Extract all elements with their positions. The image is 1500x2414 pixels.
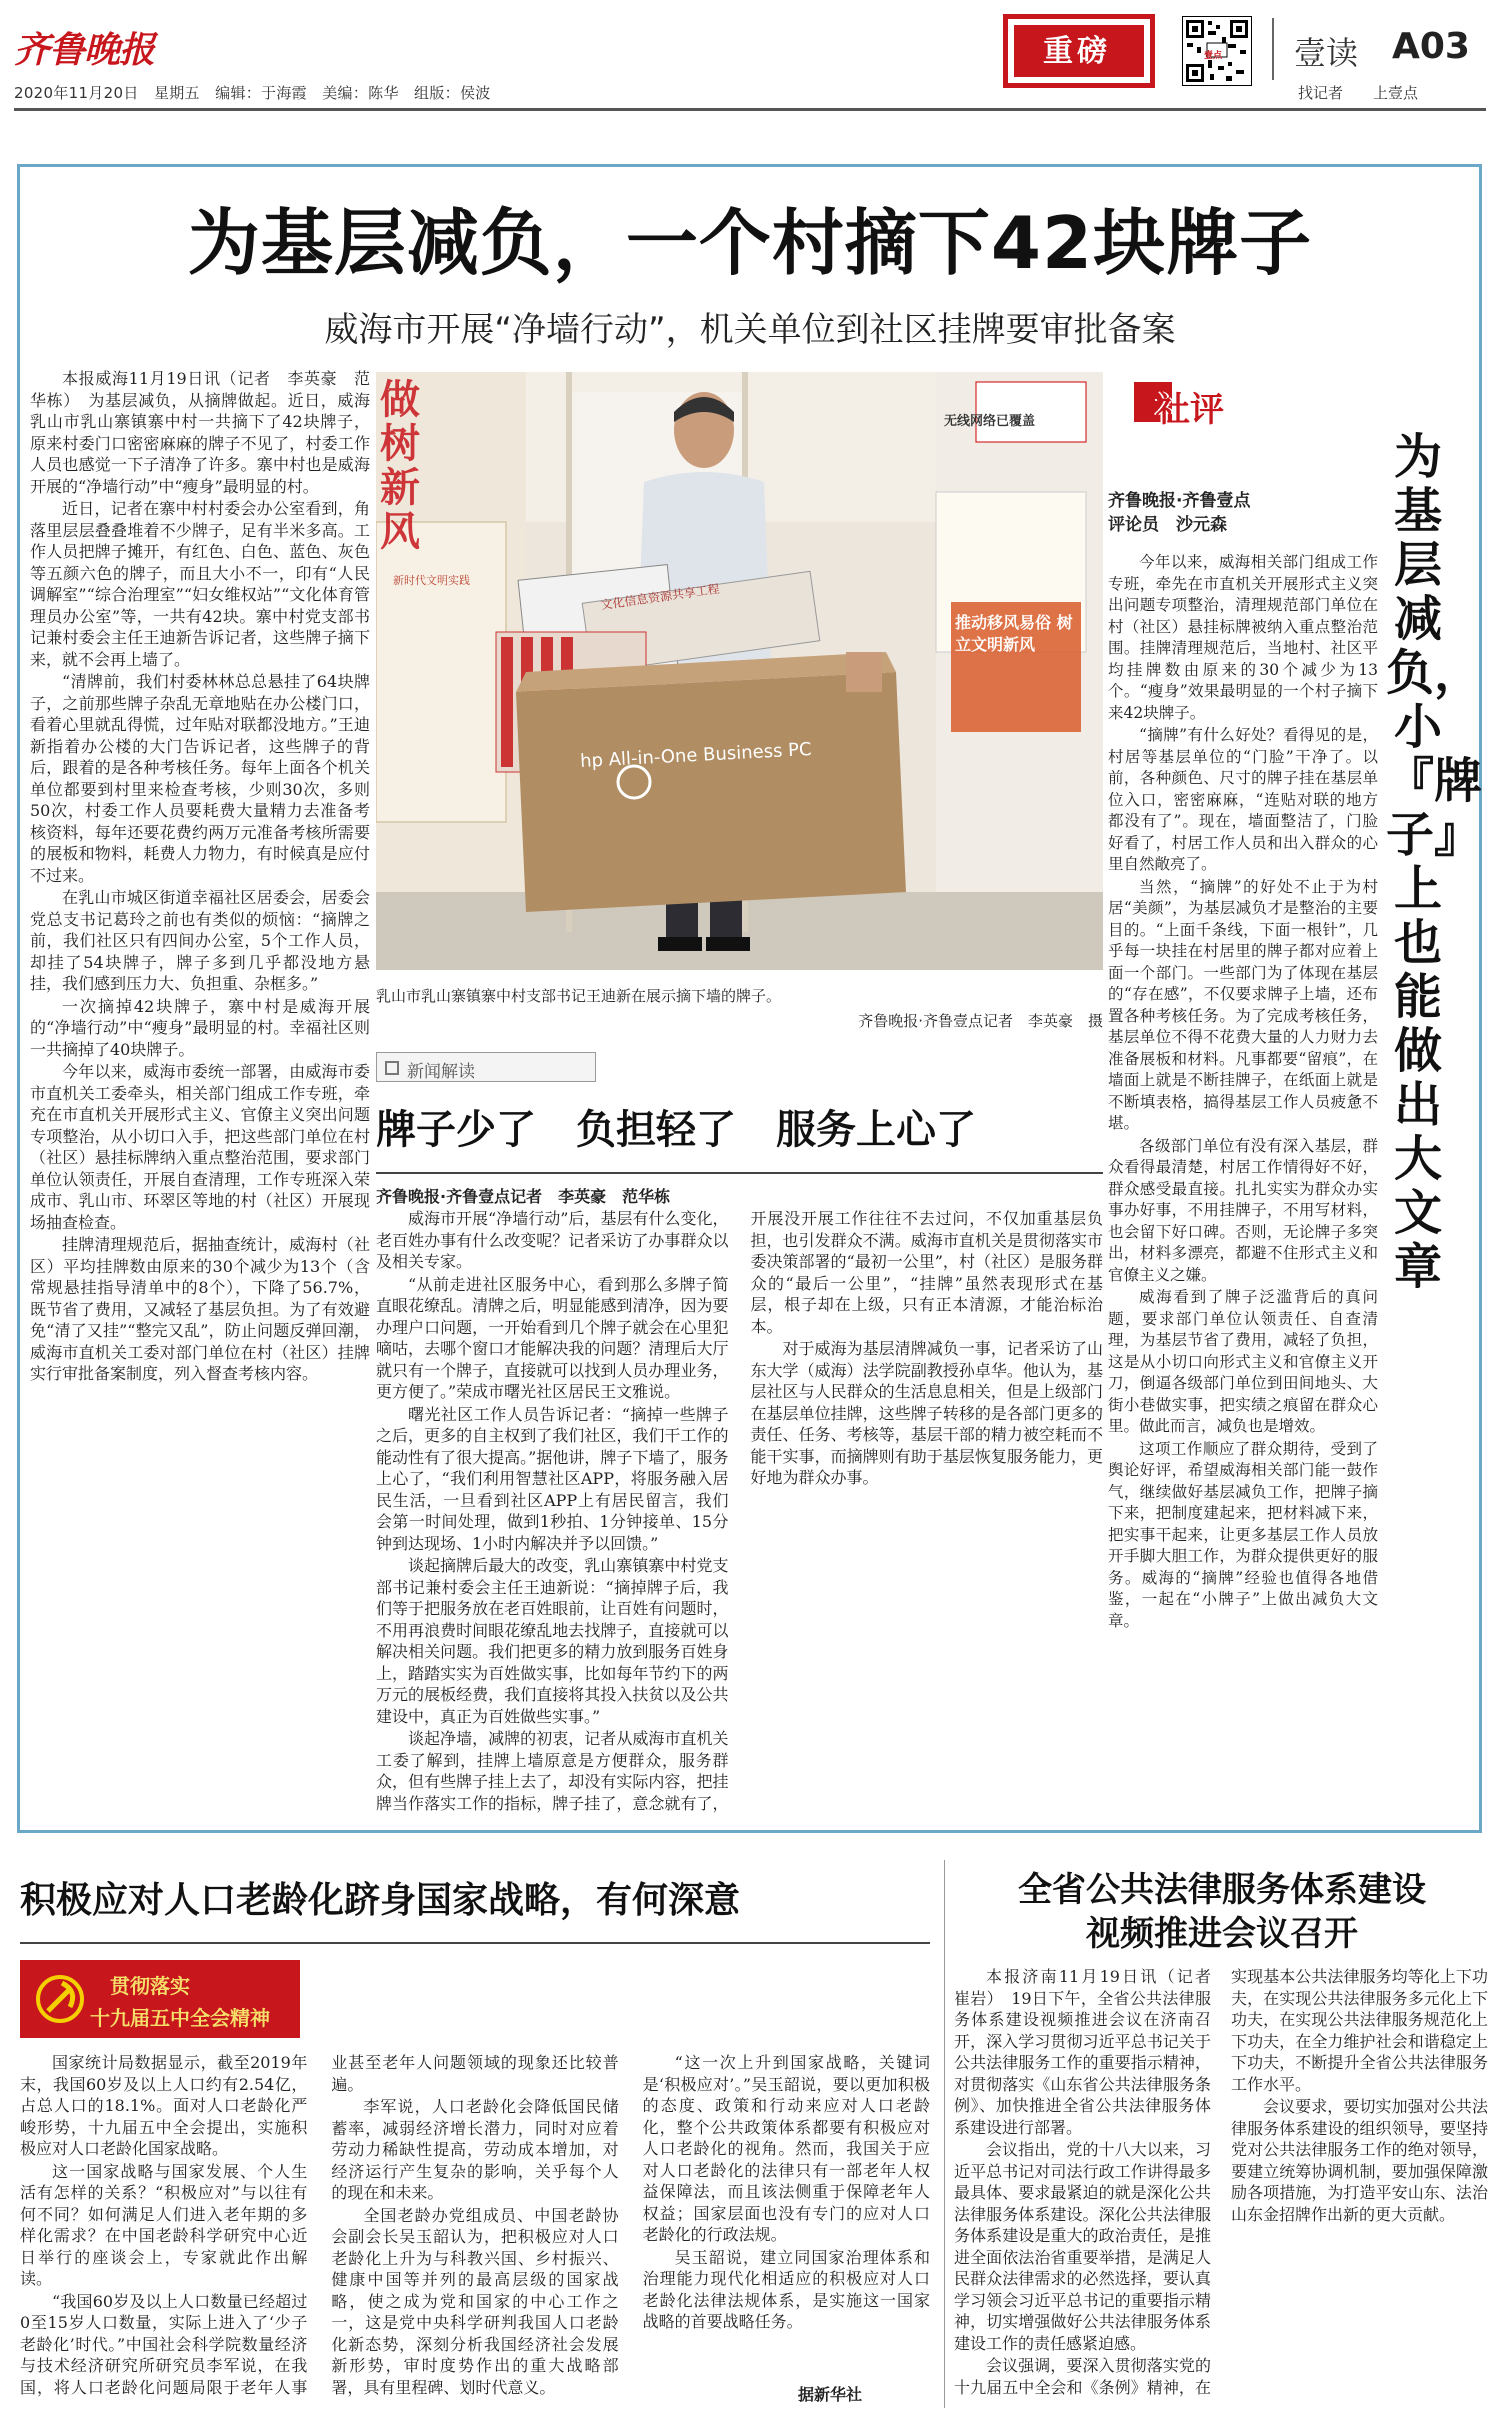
interpretation-columns — [376, 1208, 1103, 1828]
section-name: 壹读 — [1294, 34, 1359, 72]
banner-label: 重磅 — [1043, 34, 1111, 69]
aging-credit: 据新华社 — [790, 2382, 862, 2405]
party-emblem-icon — [32, 1971, 88, 2027]
lead-column — [30, 368, 370, 1828]
photo-caption: 乳山市乳山寨镇寨中村支部书记王迪新在展示摘下墙的牌子。 — [376, 987, 782, 1005]
lead-paragraph: 本报威海11月19日讯（记者 李英豪 范华栋） 为基层减负，从摘牌做起。近日，威海乳山市乳山寨镇寨中村一共摘下了42块牌子，原来村委门口密密麻麻的牌子不见了，村委工作人员也感觉一下子清净了许多。寨中村也是威海开展的“净墙行动”中“瘦身”最明显的村。 — [30, 369, 370, 496]
news-photo — [376, 372, 1103, 970]
photo-sign-wifi: 无线网络已覆盖 — [944, 414, 1036, 429]
interpretation-byline: 齐鲁晚报·齐鲁壹点记者 李英豪 范华栋 — [376, 1187, 671, 1206]
subhead-rule — [376, 1172, 1103, 1174]
body-paragraph: 威海市开展“净墙行动”后，基层有什么变化，老百姓办事有什么改变呢？记者采访了办事群众以及相关专家。 — [376, 1209, 729, 1271]
header-rule — [14, 108, 1486, 111]
legal-paragraph: 会议指出，党的十八大以来，习近平总书记对司法行政工作讲得最多最具体、要求最紧迫的就是深化公共法律服务体系建设。深化公共法律服务体系建设是重大的政治责任，是推进全面依法治省重要举措，是满足人民群众法律需求的必然选择，要认真学习领会习近平总书记的重要指示精神，切实增强做好公共法律服务体系建设工作的责任感紧迫感。 — [954, 2140, 1211, 2353]
photo-plaque-text: 文化信息资源共享工程 — [599, 581, 721, 613]
commentary-paragraph: 各级部门单位有没有深入基层，群众看得最清楚，村居工作情得好不好，群众感受最直接。扎扎实实为群众办实事办好事，不用挂牌子，不用写材料，也会留下好口碑。否则，无论牌子多突出，材料多漂亮，都避不住形式主义和官僚主义之嫌。 — [1108, 1136, 1378, 1284]
slogan: 找记者 上壹点 — [1298, 84, 1419, 102]
qr-label: 壹点 — [1204, 51, 1223, 61]
lead-paragraph: 近日，记者在寨中村村委会办公室看到，角落里层层叠叠堆着不少牌子，足有半米多高。工作人员把牌子摊开，有红色、白色、蓝色、灰色等五颜六色的牌子，而且大小不一，印有“人民调解室”“综合治理室”“妇女维权站”“文化体育管理员办公室”等，一共有42块。寨中村党支部书记兼村委会主任王迪新告诉记者，这些牌子摘下来，就不会再上墙了。 — [30, 499, 370, 669]
commentary-column — [1108, 552, 1378, 1822]
commentary-badge-label: 社评 — [1156, 390, 1224, 430]
body-paragraph: “从前走进社区服务中心，看到那么多牌子简直眼花缭乱。清牌之后，明显能感到清净，因为要办理户口问题，一开始看到几个牌子就会在心里犯嘀咕，去哪个窗口才能解决我的问题？清理后大厅就只有一个牌子，直接就可以找到人员办理业务，更方便了。”荣成市曙光社区居民王文雅说。 — [376, 1274, 729, 1401]
interpretation-headline: 牌子少了 负担轻了 服务上心了 — [376, 1107, 976, 1153]
lead-paragraph: 挂牌清理规范后，据抽查统计，威海村（社区）平均挂牌数由原来的30个减少为13个（含常规悬挂指导清单中的8个），下降了56.7%，既节省了费用，又减轻了基层负担。为了有效避免“清了又挂”“整完又乱”，防止问题反弹回潮，威海市直机关工委对部门单位在村（社区）挂牌实行审批备案制度，列入督查考核内容。 — [30, 1235, 370, 1383]
aging-paragraph: 这一国家战略与国家发展、个人生活有怎样的关系？“积极应对”与以往有何不同？如何满足人们进入老年期的多样化需求？在中国老龄科学研究中心近日举行的座谈会上，专家就此作出解读。 — [20, 2161, 308, 2288]
tag-label: 新闻解读 — [407, 1062, 475, 1082]
photo-box-brand: hp All-in-One Business PC — [579, 738, 813, 773]
commentary-paragraph: 今年以来，威海相关部门组成工作专班，牵先在市直机关开展形式主义突出问题专项整治，清理规范部门单位在村（社区）悬挂标牌被纳入重点整治范围。挂牌清理规范后，当地村、社区平均挂牌数由原来的30个减少为13个。“瘦身”效果最明显的一个村子摘下来42块牌子。 — [1108, 553, 1378, 722]
page-number: A03 — [1392, 26, 1470, 67]
lead-paragraph: 一次摘掉42块牌子，寨中村是威海开展的“净墙行动”中“瘦身”最明显的村。幸福社区则一共摘掉了40块牌子。 — [30, 996, 370, 1059]
party-badge-line2: 十九届五中全会精神 — [90, 2006, 270, 2030]
legal-headline-line1: 全省公共法律服务体系建设 — [1018, 1870, 1426, 1910]
aging-columns — [20, 2052, 930, 2408]
party-badge — [20, 1960, 300, 2038]
photo-credit: 齐鲁晚报·齐鲁壹点记者 李英豪 摄 — [858, 1012, 1103, 1030]
commentary-badge — [1132, 378, 1242, 430]
body-paragraph: 谈起净墙，减牌的初衷，记者从威海市直机关工委了解到，挂牌上墙原意是方便群众，服务群众，但有些牌子挂上去了，却没有实际内容，把挂牌当作落实工作的指标，牌子挂了，意念就有了，开展没开展工作往往不去过问，不仅加重基层负担，也引发群众不满。威海市直机关是贯彻落实市委决策部署的“最初一公里”，村（社区）是服务群众的“最后一公里”，“挂牌”虽然表现形式在基层，根子却在上级，只有正本清源，才能治标治本。 — [376, 1209, 1103, 1813]
news-interpretation-tag — [376, 1052, 596, 1082]
newspaper-logo: 齐鲁晚报 — [14, 29, 155, 71]
legal-paragraph: 会议强调，要深入贯彻落实党的十九届五中全会和《条例》精神，在实现基本公共法律服务均等化上下功夫，在实现公共法律服务多元化上下功夫，在实现公共法律服务规范化上下功夫，在全力维护社会和谐稳定上下功夫，不断提升全省公共法律服务工作水平。 — [954, 1967, 1488, 2397]
body-paragraph: 曙光社区工作人员告诉记者：“摘掉一些牌子之后，更多的自主权到了我们社区，我们干工作的能动性有了很大提高。”据他讲，牌子下墙了，服务上心了，“我们利用智慧社区APP，将服务融入居民生活，一旦看到社区APP上有居民留言，我们会第一时间处理，做到1秒拍、1分钟接单、15分钟到达现场、1小时内解决并予以回馈。” — [376, 1404, 729, 1553]
lead-paragraph: “清牌前，我们村委林林总总悬挂了64块牌子，之前那些牌子杂乱无章地贴在办公楼门口，看着心里就乱得慌，过年贴对联都没地方。”王迪新指着办公楼的大门告诉记者，这些牌子的背后，跟着的是各种考核任务。每年上面各个机关单位都要到村里来检查考核，少则30次，多则50次，村委工作人员要耗费大量精力去准备考核资料，每年还要花费约两万元准备考核所需要的展板和物料，耗费人力物力，有时候真是应付不过来。 — [30, 672, 370, 885]
photo-sign-culture: 推动移风易俗 树立文明新风 — [955, 613, 1073, 654]
bottom-divider — [944, 1860, 945, 2408]
commentary-title: 为基层减负，小『牌子』上也能做出大文章 — [1386, 429, 1483, 1295]
commentary-paragraph: 这项工作顺应了群众期待，受到了舆论好评，希望威海相关部门能一鼓作气，继续做好基层减负工作，把牌子摘下来，把制度建起来，把材料减下来，把实事干起来，让更多基层工作人员放开手脚大胆工作，为群众提供更好的服务。威海的“摘牌”经验也值得各地借鉴，一起在“小牌子”上做出减负大文章。 — [1108, 1439, 1378, 1630]
legal-columns — [954, 1966, 1488, 2408]
doc-icon — [385, 1061, 399, 1075]
photo-board-text: 新时代文明实践 — [393, 574, 470, 587]
aging-rule — [20, 1942, 930, 1944]
party-badge-line1: 贯彻落实 — [110, 1974, 190, 1998]
legal-headline-line2: 视频推进会议召开 — [1086, 1914, 1358, 1954]
legal-paragraph: 会议要求，要切实加强对公共法律服务体系建设的组织领导，要坚持党对公共法律服务工作的绝对领导，要建立统筹协调机制，要加强保障激励各项措施，为打造平安山东、法治山东金招牌作出新的更大贡献。 — [1231, 2097, 1488, 2224]
body-paragraph: 对于威海为基层清牌减负一事，记者采访了山东大学（威海）法学院副教授孙卓华。他认为，基层社区与人民群众的生活息息相关，但是上级部门在基层单位挂牌，这些牌子转移的是各部门更多的责任、任务、考核等，基层干部的精力被空耗而不能干实事，而摘牌则有助于基层恢复服务能力，更好地为群众办事。 — [750, 1339, 1103, 1487]
legal-paragraph: 本报济南11月19日讯（记者 崔岩） 19日下午，全省公共法律服务体系建设视频推进会议在济南召开，深入学习贯彻习近平总书记关于公共法律服务工作的重要指示精神，对贯彻落实《山东省公共法律服务条例》、加快推进全省公共法律服务体系建设进行部署。 — [954, 1967, 1228, 2137]
main-headline: 为基层减负，一个村摘下42块牌子 — [187, 201, 1313, 285]
commentary-paragraph: “摘牌”有什么好处？看得见的是，村居等基层单位的“门脸”干净了。以前，各种颜色、尺寸的牌子挂在基层单位入口，密密麻麻，“连贴对联的地方都没有了”。现在，墙面整洁了，门脸好看了，村居工作人员和出入群众的心里自然敞亮了。 — [1108, 726, 1378, 873]
commentary-paragraph: 威海看到了牌子泛滥背后的真问题，要求部门单位认领责任、自查清理，为基层节省了费用，减轻了负担，这是从小切口向形式主义和官僚主义开刀，倒逼各级部门单位到田间地头、大街小巷做实事，把实绩之痕留在群众心里。做此而言，减负也是增效。 — [1108, 1288, 1378, 1435]
aging-headline: 积极应对人口老龄化跻身国家战略，有何深意 — [20, 1880, 741, 1921]
aging-paragraph: “这一次上升到国家战略，关键词是‘积极应对’。”吴玉韶说，要以更加积极的态度、政策和行动来应对人口老龄化，整个公共政策体系都要有积极应对人口老龄化的视角。然而，我国关于应对人口老龄化的法律只有一部老年人权益保障法，而且该法侧重于保障老年人权益；国家层面也没有专门的应对人口老龄化的行政法规。 — [642, 2053, 930, 2244]
commentary-byline-1: 齐鲁晚报·齐鲁壹点 — [1108, 491, 1251, 511]
header-divider — [1272, 18, 1274, 80]
body-paragraph: 谈起摘牌后最大的改变，乳山寨镇寨中村党支部书记兼村委会主任王迪新说：“摘掉牌子后，我们等于把服务放在老百姓眼前，让百姓有问题时，不用再浪费时间眼花缭乱地去找牌子，直接就可以解决相关问题。我们把更多的精力放到服务百姓身上，踏踏实实为百姓做实事，比如每年节约下的两万元的展板经费，我们直接将其投入扶贫以及公共建设中，真正为百姓做些实事。” — [376, 1556, 729, 1726]
aging-paragraph: 全国老龄办党组成员、中国老龄协会副会长吴玉韶认为，把积极应对人口老龄化上升为与科教兴国、乡村振兴、健康中国等并列的最高层级的国家战略，使之成为党和国家的中心工作之一，这是党中央科学研判我国人口老龄化新态势，深刻分析我国经济社会发展新形势，审时度势作出的重大战略部署，具有里程碑、划时代意义。 — [331, 2205, 619, 2397]
main-subheadline: 威海市开展“净墙行动”，机关单位到社区挂牌要审批备案 — [324, 310, 1176, 350]
issue-info: 2020年11月20日 星期五 编辑：于海霞 美编：陈华 组版：侯波 — [14, 84, 491, 102]
commentary-paragraph: 当然，“摘牌”的好处不止于为村居“美颜”，为基层减负才是整治的主要目的。“上面千条线，下面一根针”，几乎每一块挂在村居里的牌子都对应着上面一个部门。一些部门为了体现在基层的“存在感”，不仅要求牌子上墙，还布置各种考核任务。为了完成考核任务，基层单位不得不花费大量的人力财力去准备展板和材料。凡事都要“留痕”，在墙面上就是不断挂牌子，在纸面上就是不断填表格，搞得基层工作人员疲惫不堪。 — [1108, 877, 1378, 1132]
photo-wall-text: 做树新风 — [380, 377, 420, 555]
aging-paragraph: 吴玉韶说，建立同国家治理体系和治理能力现代化相适应的积极应对人口老龄化法律法规体系，是实施这一国家战略的首要战略任务。 — [642, 2247, 930, 2331]
lead-paragraph: 今年以来，威海市委统一部署，由威海市委市直机关工委牵头，相关部门组成工作专班，牵充在市直机关开展形式主义、官僚主义突出问题专项整治，从小切口入手，把这些部门单位在村（社区）悬挂标牌纳入重点整治范围，要求部门单位认领责任，开展自查清理，工作专班深入荣成市、乳山市、环翠区等地的村（社区）开展现场抽查检查。 — [30, 1062, 370, 1232]
lead-paragraph: 在乳山市城区街道幸福社区居委会，居委会党总支书记葛玲之前也有类似的烦恼：“摘牌之前，我们社区只有四间办公室，5个工作人员，却挂了54块牌子，牌子多到几乎都没地方悬挂，我们感到压力大、负担重、杂框多。” — [30, 888, 370, 993]
commentary-byline-2: 评论员 沙元森 — [1108, 515, 1227, 535]
aging-paragraph: 李军说，人口老龄化会降低国民储蓄率，减弱经济增长潜力，同时对应着劳动力稀缺性提高，劳动成本增加，对经济运行产生复杂的影响，关乎每个人的现在和未来。 — [331, 2097, 619, 2202]
aging-paragraph: “我国60岁及以上人口数量已经超过0至15岁人口数量，实际上进入了‘少子老龄化’时代。”中国社会科学院数量经济与技术经济研究所研究员李军说，在我国，将人口老龄化问题局限于老年人事业甚至老年人问题领域的现象还比较普遍。 — [20, 2053, 619, 2397]
aging-paragraph: 国家统计局数据显示，截至2019年末，我国60岁及以上人口约有2.54亿，占总人口的18.1%。面对人口老龄化严峻形势，十九届五中全会提出，实施积极应对人口老龄化国家战略。 — [20, 2053, 308, 2158]
